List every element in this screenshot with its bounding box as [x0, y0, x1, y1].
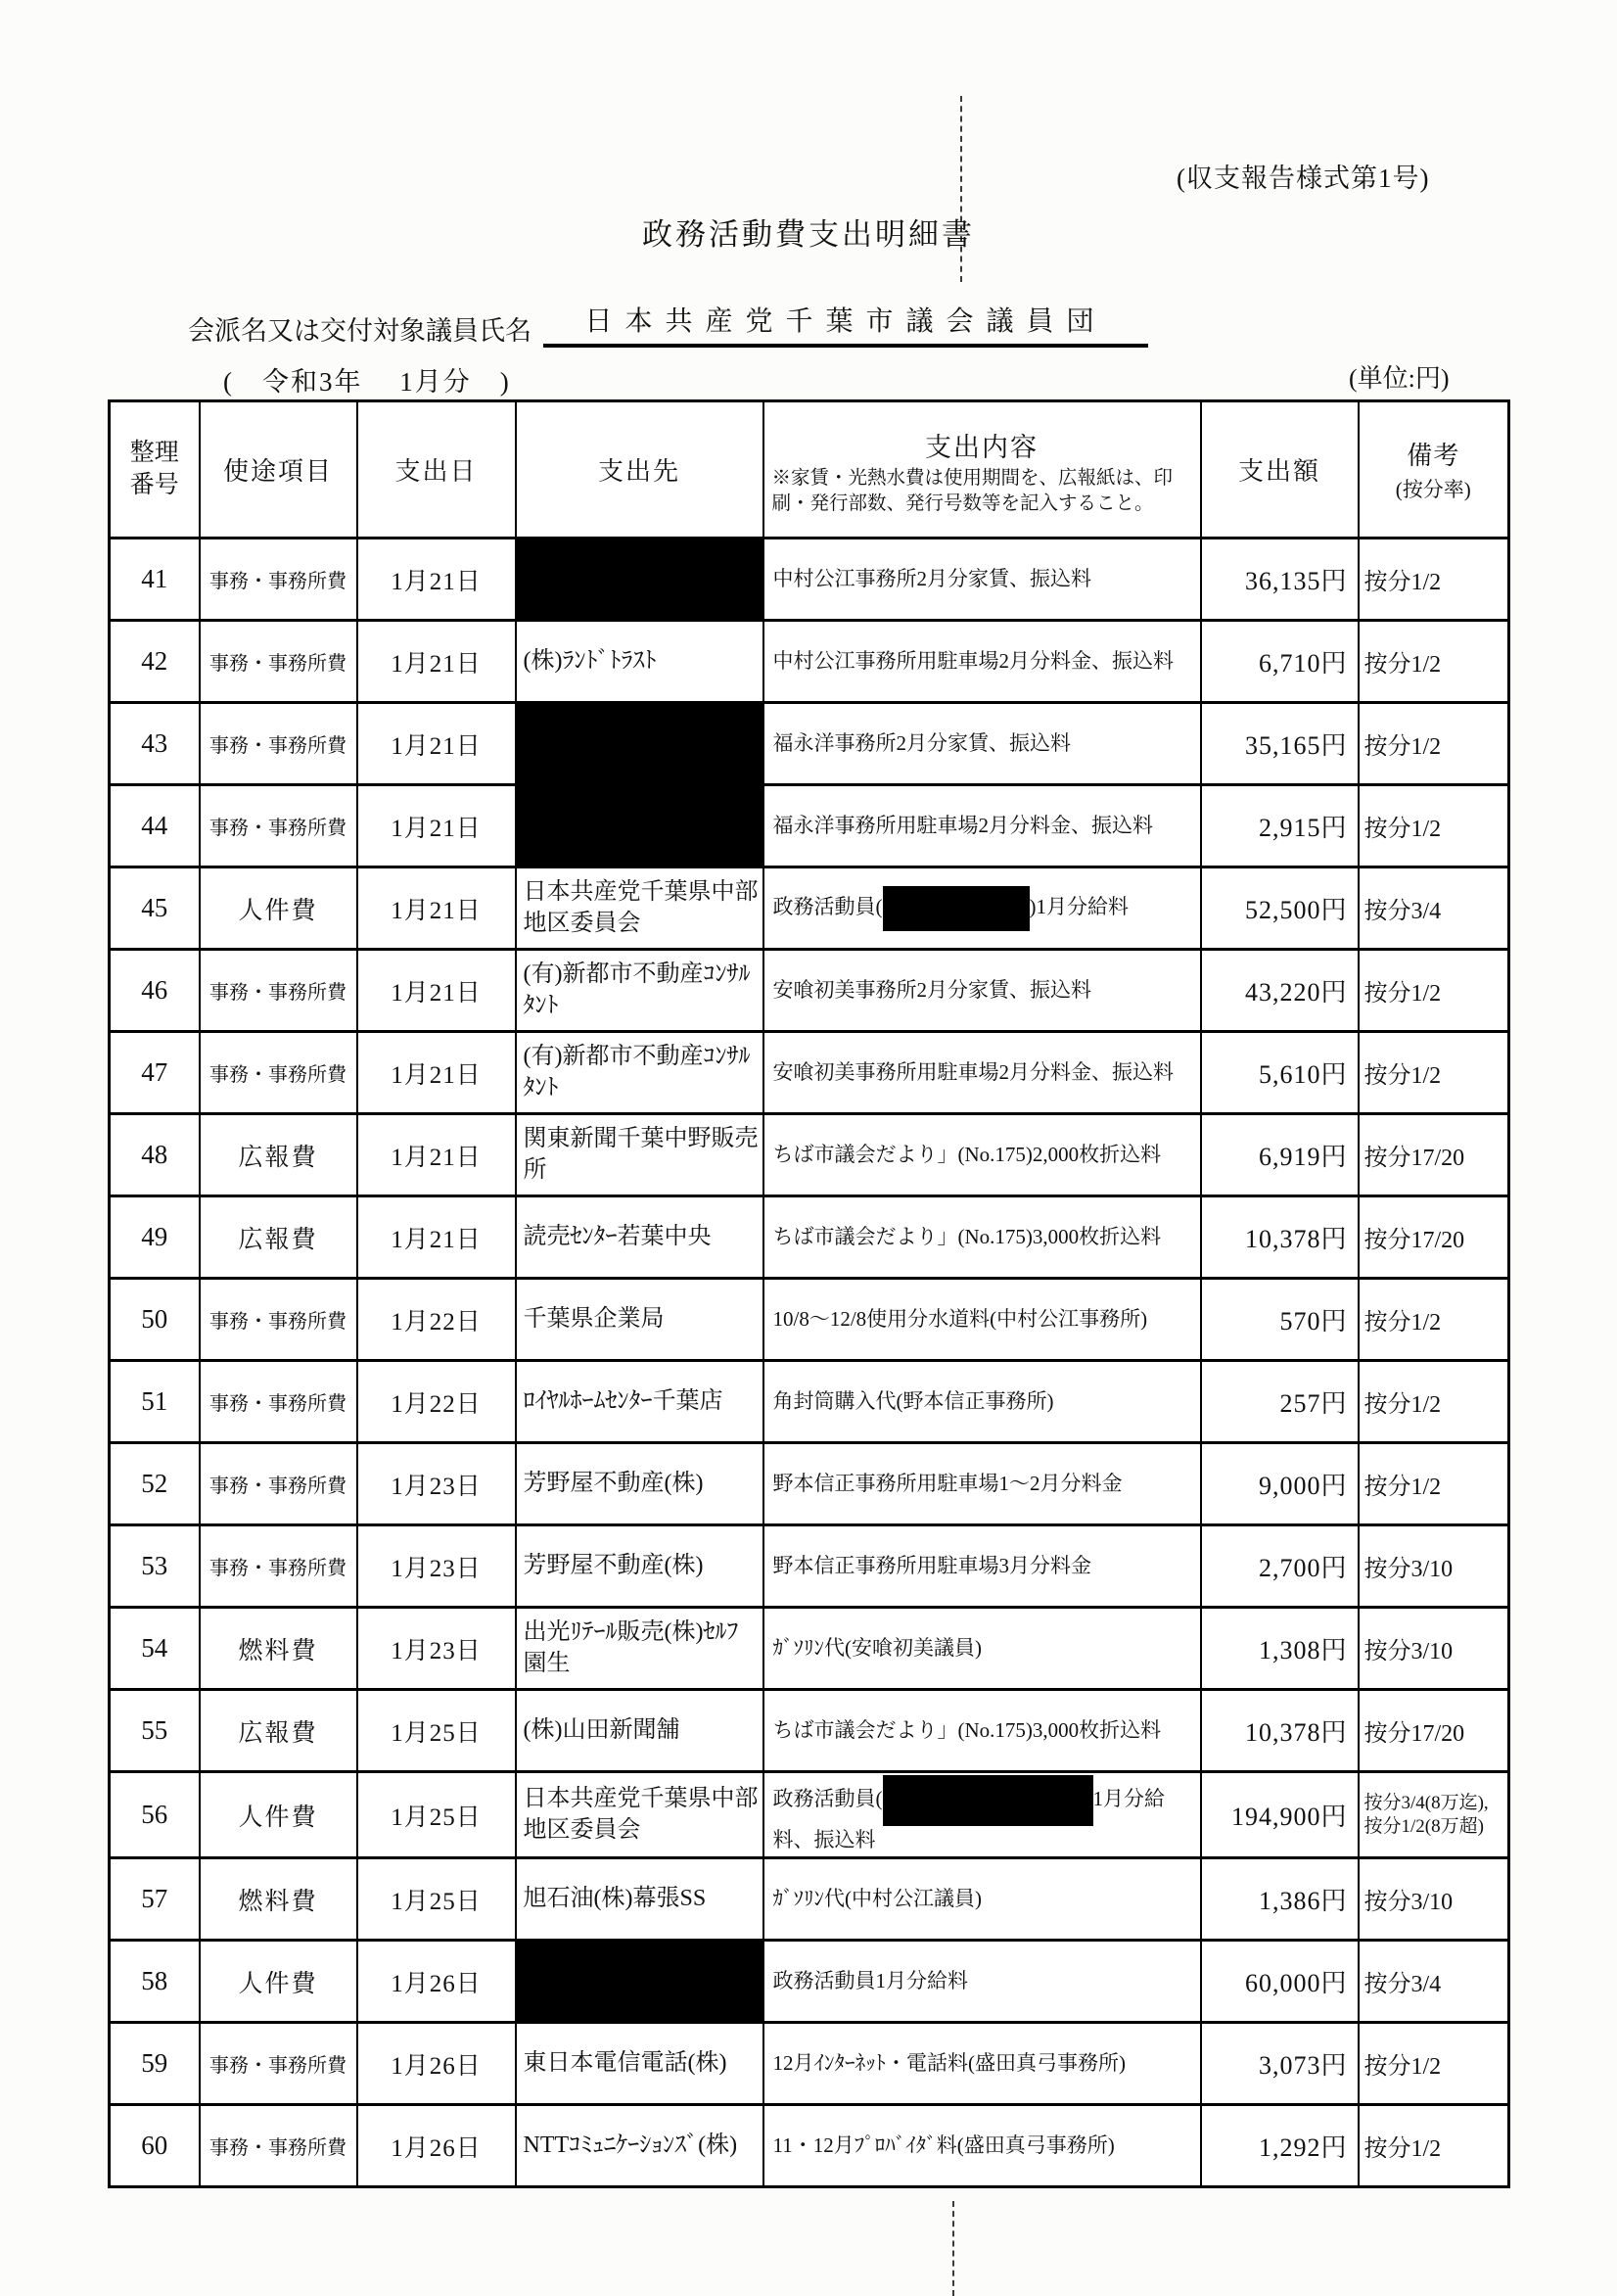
- row-no-cell: 42: [110, 621, 200, 703]
- redaction-box: [516, 703, 763, 785]
- row-date-cell: 1月21日: [357, 950, 516, 1032]
- row-content-cell: 野本信正事務所用駐車場1～2月分料金: [763, 1443, 1201, 1525]
- party-name-row: [188, 300, 1148, 348]
- row-category-cell: 燃料費: [200, 1858, 357, 1941]
- row-content-cell: 角封筒購入代(野本信正事務所): [763, 1361, 1201, 1443]
- row-no-cell: 56: [110, 1772, 200, 1858]
- row-date-cell: 1月21日: [357, 867, 516, 950]
- table-row: [110, 1279, 1509, 1361]
- row-payee-cell: (株)山田新聞舗: [516, 1690, 763, 1772]
- row-amount-cell: 60,000円: [1201, 1941, 1359, 2023]
- row-payee-cell: 出光ﾘﾃｰﾙ販売(株)ｾﾙﾌ園生: [516, 1608, 763, 1690]
- row-amount-cell: 6,710円: [1201, 621, 1359, 703]
- row-date-cell: 1月21日: [357, 621, 516, 703]
- table-row: [110, 1858, 1509, 1941]
- row-payee-cell: 東日本電信電話(株): [516, 2023, 763, 2105]
- row-payee-cell: ﾛｲﾔﾙﾎｰﾑｾﾝﾀｰ千葉店: [516, 1361, 763, 1443]
- redaction-box: [516, 1941, 763, 2023]
- row-payee-cell: 芳野屋不動産(株): [516, 1525, 763, 1608]
- party-name-label: 会派名又は交付対象議員氏名: [188, 316, 531, 346]
- row-remarks-cell: 按分17/20: [1359, 1690, 1509, 1772]
- table-row: [110, 1690, 1509, 1772]
- row-amount-cell: 1,292円: [1201, 2105, 1359, 2187]
- row-amount-cell: 2,700円: [1201, 1525, 1359, 1608]
- row-no-cell: 45: [110, 867, 200, 950]
- table-row: [110, 621, 1509, 703]
- row-content-cell: ｶﾞｿﾘﾝ代(安喰初美議員): [763, 1608, 1201, 1690]
- row-content-cell: 政務活動員( )1月分給料: [763, 867, 1201, 950]
- row-content-cell: ちば市議会だより」(No.175)2,000枚折込料: [763, 1114, 1201, 1196]
- row-amount-cell: 257円: [1201, 1361, 1359, 1443]
- row-date-cell: 1月22日: [357, 1361, 516, 1443]
- row-no-cell: 41: [110, 539, 200, 621]
- row-category-cell: 事務・事務所費: [200, 1443, 357, 1525]
- row-date-cell: 1月22日: [357, 1279, 516, 1361]
- row-content-cell: ｶﾞｿﾘﾝ代(中村公江議員): [763, 1858, 1201, 1941]
- row-content-cell: 12月ｲﾝﾀｰﾈｯﾄ・電話料(盛田真弓事務所): [763, 2023, 1201, 2105]
- row-content-cell: 11・12月ﾌﾟﾛﾊﾞｲﾀﾞ料(盛田真弓事務所): [763, 2105, 1201, 2187]
- col-header-category: 使途項目: [200, 401, 357, 539]
- row-remarks-cell: 按分1/2: [1359, 1279, 1509, 1361]
- row-content-cell: 中村公江事務所用駐車場2月分料金、振込料: [763, 621, 1201, 703]
- row-remarks-cell: 按分3/10: [1359, 1608, 1509, 1690]
- row-payee-cell: [516, 1941, 763, 2023]
- row-remarks-cell: 按分3/10: [1359, 1858, 1509, 1941]
- row-content-cell: 中村公江事務所2月分家賃、振込料: [763, 539, 1201, 621]
- row-amount-cell: 9,000円: [1201, 1443, 1359, 1525]
- table-row: [110, 539, 1509, 621]
- row-payee-cell: [516, 703, 763, 785]
- row-content-cell: 安喰初美事務所2月分家賃、振込料: [763, 950, 1201, 1032]
- row-payee-cell: [516, 785, 763, 867]
- row-date-cell: 1月21日: [357, 539, 516, 621]
- row-category-cell: 人件費: [200, 1941, 357, 2023]
- table-row: [110, 2023, 1509, 2105]
- row-payee-cell: 日本共産党千葉県中部地区委員会: [516, 1772, 763, 1858]
- row-no-cell: 58: [110, 1941, 200, 2023]
- row-payee-cell: (有)新都市不動産ｺﾝｻﾙﾀﾝﾄ: [516, 1032, 763, 1114]
- row-payee-cell: [516, 539, 763, 621]
- row-category-cell: 人件費: [200, 867, 357, 950]
- row-no-cell: 57: [110, 1858, 200, 1941]
- table-row: [110, 703, 1509, 785]
- row-remarks-cell: 按分3/4: [1359, 867, 1509, 950]
- row-content-cell: 10/8～12/8使用分水道料(中村公江事務所): [763, 1279, 1201, 1361]
- row-category-cell: 燃料費: [200, 1608, 357, 1690]
- col-header-content-note: ※家賃・光熱水費は使用期間を、広報紙は、印刷・発行部数、発行号数等を記入すること。: [771, 468, 1174, 514]
- col-header-remarks-line2: (按分率): [1395, 478, 1471, 501]
- row-remarks-cell: 按分1/2: [1359, 1361, 1509, 1443]
- row-date-cell: 1月21日: [357, 703, 516, 785]
- row-content-cell: 福永洋事務所用駐車場2月分料金、振込料: [763, 785, 1201, 867]
- row-date-cell: 1月21日: [357, 785, 516, 867]
- row-no-cell: 60: [110, 2105, 200, 2187]
- expense-table-body: [110, 539, 1509, 2187]
- row-payee-cell: NTTｺﾐｭﾆｹｰｼｮﾝｽﾞ(株): [516, 2105, 763, 2187]
- row-remarks-cell: 按分3/4: [1359, 1941, 1509, 2023]
- row-amount-cell: 570円: [1201, 1279, 1359, 1361]
- row-amount-cell: 10,378円: [1201, 1196, 1359, 1279]
- row-content-cell: 野本信正事務所用駐車場3月分料金: [763, 1525, 1201, 1608]
- row-remarks-cell: 按分17/20: [1359, 1196, 1509, 1279]
- row-date-cell: 1月23日: [357, 1525, 516, 1608]
- table-row: [110, 1525, 1509, 1608]
- row-content-cell: ちば市議会だより」(No.175)3,000枚折込料: [763, 1690, 1201, 1772]
- row-payee-cell: 芳野屋不動産(株): [516, 1443, 763, 1525]
- row-amount-cell: 36,135円: [1201, 539, 1359, 621]
- row-payee-cell: (株)ﾗﾝﾄﾞﾄﾗｽﾄ: [516, 621, 763, 703]
- row-remarks-cell: 按分17/20: [1359, 1114, 1509, 1196]
- document-title: 政務活動費支出明細書: [642, 217, 975, 252]
- row-no-cell: 55: [110, 1690, 200, 1772]
- row-category-cell: 事務・事務所費: [200, 621, 357, 703]
- row-category-cell: 広報費: [200, 1114, 357, 1196]
- period-label: ( 令和3年 1月分 ): [223, 367, 511, 397]
- row-date-cell: 1月23日: [357, 1443, 516, 1525]
- row-amount-cell: 43,220円: [1201, 950, 1359, 1032]
- row-date-cell: 1月25日: [357, 1772, 516, 1858]
- col-header-amount: 支出額: [1201, 401, 1359, 539]
- row-no-cell: 43: [110, 703, 200, 785]
- row-no-cell: 53: [110, 1525, 200, 1608]
- row-no-cell: 52: [110, 1443, 200, 1525]
- inline-redaction-box: [883, 1775, 1093, 1826]
- row-no-cell: 54: [110, 1608, 200, 1690]
- row-remarks-cell: 按分1/2: [1359, 2105, 1509, 2187]
- col-header-no-line1: 整理: [129, 440, 179, 466]
- row-no-cell: 48: [110, 1114, 200, 1196]
- col-header-remarks-line1: 備考: [1407, 442, 1460, 470]
- row-no-cell: 50: [110, 1279, 200, 1361]
- fold-crease-line-bottom: [952, 2201, 954, 2296]
- col-header-remarks: [1359, 401, 1509, 539]
- row-amount-cell: 52,500円: [1201, 867, 1359, 950]
- row-amount-cell: 5,610円: [1201, 1032, 1359, 1114]
- row-category-cell: 事務・事務所費: [200, 1525, 357, 1608]
- table-row: [110, 1032, 1509, 1114]
- row-remarks-cell: 按分3/10: [1359, 1525, 1509, 1608]
- party-name-value: 日本共産党千葉市議会議員団: [543, 300, 1148, 348]
- row-amount-cell: 3,073円: [1201, 2023, 1359, 2105]
- row-no-cell: 49: [110, 1196, 200, 1279]
- row-category-cell: 事務・事務所費: [200, 1279, 357, 1361]
- row-amount-cell: 6,919円: [1201, 1114, 1359, 1196]
- expense-table: [108, 399, 1510, 2188]
- col-header-no-line2: 番号: [129, 471, 179, 498]
- row-date-cell: 1月26日: [357, 1941, 516, 2023]
- table-row: [110, 867, 1509, 950]
- row-content-cell: 政務活動員( 1月分給料、振込料: [763, 1772, 1201, 1858]
- inline-redaction-box: [883, 886, 1030, 931]
- table-row: [110, 1772, 1509, 1858]
- row-date-cell: 1月21日: [357, 1114, 516, 1196]
- redaction-box: [516, 785, 763, 867]
- row-date-cell: 1月23日: [357, 1608, 516, 1690]
- header-row: [110, 401, 1509, 539]
- row-category-cell: 事務・事務所費: [200, 1032, 357, 1114]
- col-header-content: [763, 401, 1201, 539]
- row-content-cell: 福永洋事務所2月分家賃、振込料: [763, 703, 1201, 785]
- row-category-cell: 事務・事務所費: [200, 539, 357, 621]
- unit-note: (単位:円): [1349, 364, 1450, 393]
- fold-crease-line-top: [960, 96, 962, 282]
- row-amount-cell: 10,378円: [1201, 1690, 1359, 1772]
- col-header-payee: 支出先: [516, 401, 763, 539]
- table-row: [110, 1361, 1509, 1443]
- row-payee-cell: 旭石油(株)幕張SS: [516, 1858, 763, 1941]
- col-header-date: 支出日: [357, 401, 516, 539]
- row-content-cell: 安喰初美事務所用駐車場2月分料金、振込料: [763, 1032, 1201, 1114]
- table-row: [110, 1941, 1509, 2023]
- row-payee-cell: 関東新聞千葉中野販売所: [516, 1114, 763, 1196]
- expense-table-header: [110, 401, 1509, 539]
- row-category-cell: 事務・事務所費: [200, 785, 357, 867]
- row-amount-cell: 194,900円: [1201, 1772, 1359, 1858]
- table-row: [110, 785, 1509, 867]
- table-row: [110, 2105, 1509, 2187]
- row-category-cell: 事務・事務所費: [200, 703, 357, 785]
- row-date-cell: 1月25日: [357, 1858, 516, 1941]
- row-category-cell: 事務・事務所費: [200, 2105, 357, 2187]
- table-row: [110, 1608, 1509, 1690]
- redaction-box: [516, 539, 763, 621]
- row-category-cell: 広報費: [200, 1196, 357, 1279]
- row-date-cell: 1月21日: [357, 1196, 516, 1279]
- row-remarks-cell: 按分1/2: [1359, 1032, 1509, 1114]
- table-row: [110, 1443, 1509, 1525]
- row-payee-cell: 読売ｾﾝﾀｰ若葉中央: [516, 1196, 763, 1279]
- row-category-cell: 事務・事務所費: [200, 1361, 357, 1443]
- row-remarks-cell: 按分1/2: [1359, 2023, 1509, 2105]
- table-row: [110, 950, 1509, 1032]
- form-number-note: (収支報告様式第1号): [1177, 164, 1430, 193]
- row-remarks-cell: 按分1/2: [1359, 621, 1509, 703]
- row-amount-cell: 2,915円: [1201, 785, 1359, 867]
- col-header-content-title: 支出内容: [925, 433, 1039, 463]
- row-content-cell: ちば市議会だより」(No.175)3,000枚折込料: [763, 1196, 1201, 1279]
- row-no-cell: 46: [110, 950, 200, 1032]
- row-no-cell: 59: [110, 2023, 200, 2105]
- row-payee-cell: (有)新都市不動産ｺﾝｻﾙﾀﾝﾄ: [516, 950, 763, 1032]
- row-amount-cell: 1,386円: [1201, 1858, 1359, 1941]
- row-content-cell: 政務活動員1月分給料: [763, 1941, 1201, 2023]
- row-remarks-cell: 按分1/2: [1359, 950, 1509, 1032]
- row-date-cell: 1月26日: [357, 2023, 516, 2105]
- row-category-cell: 事務・事務所費: [200, 2023, 357, 2105]
- row-date-cell: 1月21日: [357, 1032, 516, 1114]
- row-no-cell: 51: [110, 1361, 200, 1443]
- row-amount-cell: 35,165円: [1201, 703, 1359, 785]
- col-header-no: [110, 401, 200, 539]
- row-category-cell: 人件費: [200, 1772, 357, 1858]
- table-row: [110, 1114, 1509, 1196]
- row-remarks-cell: 按分1/2: [1359, 703, 1509, 785]
- row-payee-cell: 日本共産党千葉県中部地区委員会: [516, 867, 763, 950]
- table-row: [110, 1196, 1509, 1279]
- row-remarks-cell: 按分1/2: [1359, 785, 1509, 867]
- row-date-cell: 1月25日: [357, 1690, 516, 1772]
- row-no-cell: 47: [110, 1032, 200, 1114]
- row-remarks-cell: 按分1/2: [1359, 1443, 1509, 1525]
- row-remarks-cell: 按分1/2: [1359, 539, 1509, 621]
- row-payee-cell: 千葉県企業局: [516, 1279, 763, 1361]
- row-remarks-cell: 按分3/4(8万迄), 按分1/2(8万超): [1359, 1772, 1509, 1858]
- row-category-cell: 広報費: [200, 1690, 357, 1772]
- row-date-cell: 1月26日: [357, 2105, 516, 2187]
- row-no-cell: 44: [110, 785, 200, 867]
- row-amount-cell: 1,308円: [1201, 1608, 1359, 1690]
- row-category-cell: 事務・事務所費: [200, 950, 357, 1032]
